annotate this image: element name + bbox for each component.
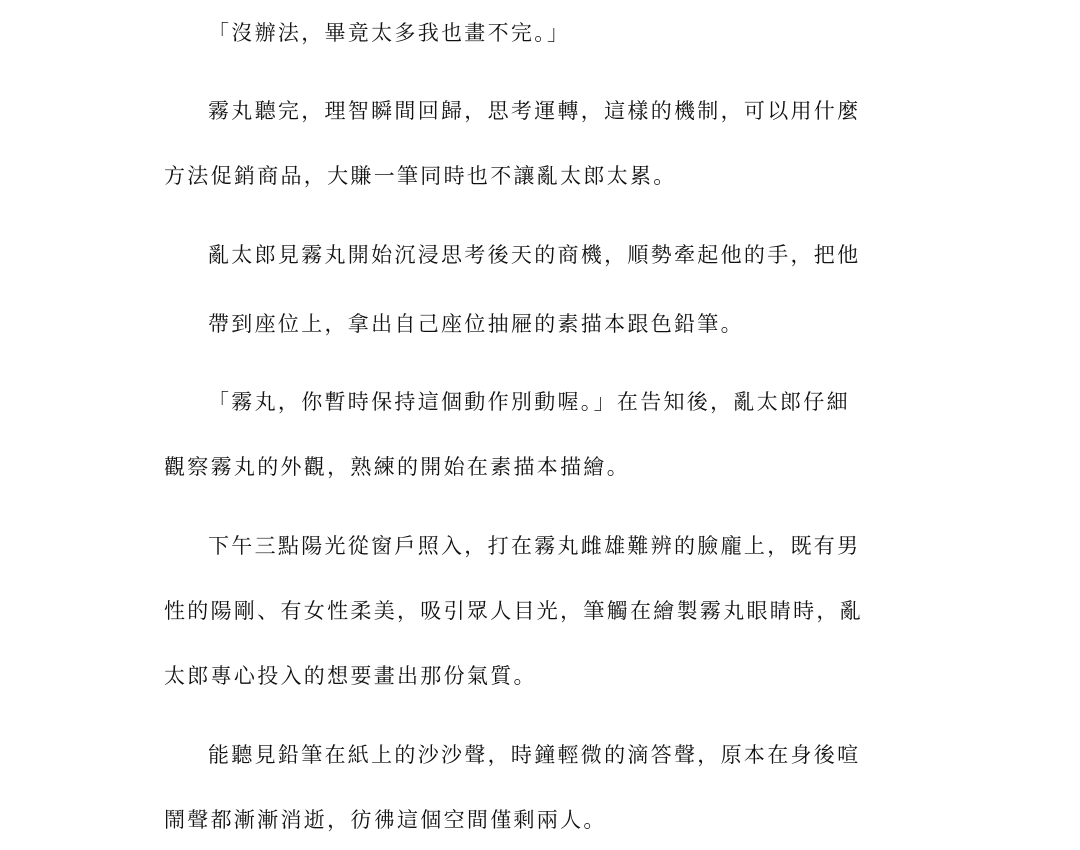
- text-line: 鬧聲都漸漸消逝，彷彿這個空間僅剩兩人。: [164, 808, 607, 832]
- text-line: 下午三點陽光從窗戶照入，打在霧丸雌雄難辨的臉龐上，既有男: [208, 534, 861, 558]
- text-line: 「沒辦法，畢竟太多我也畫不完。」: [208, 21, 571, 45]
- text-line: 霧丸聽完，理智瞬間回歸，思考運轉，這樣的機制，可以用什麼: [208, 99, 861, 123]
- text-line: 「霧丸，你暫時保持這個動作別動喔。」在告知後，亂太郎仔細: [208, 390, 850, 414]
- text-line: 能聽見鉛筆在紙上的沙沙聲，時鐘輕微的滴答聲，原本在身後喧: [208, 743, 861, 767]
- text-line: 亂太郎見霧丸開始沉浸思考後天的商機，順勢牽起他的手，把他: [208, 243, 861, 267]
- text-line: 性的陽剛、有女性柔美，吸引眾人目光，筆觸在繪製霧丸眼睛時，亂: [164, 599, 863, 623]
- text-line: 帶到座位上，拿出自己座位抽屜的素描本跟色鉛筆。: [208, 312, 744, 336]
- text-line: 方法促銷商品，大賺一筆同時也不讓亂太郎太累。: [164, 164, 677, 188]
- text-line: 太郎專心投入的想要畫出那份氣質。: [164, 664, 537, 688]
- text-line: 觀察霧丸的外觀，熟練的開始在素描本描繪。: [164, 455, 630, 479]
